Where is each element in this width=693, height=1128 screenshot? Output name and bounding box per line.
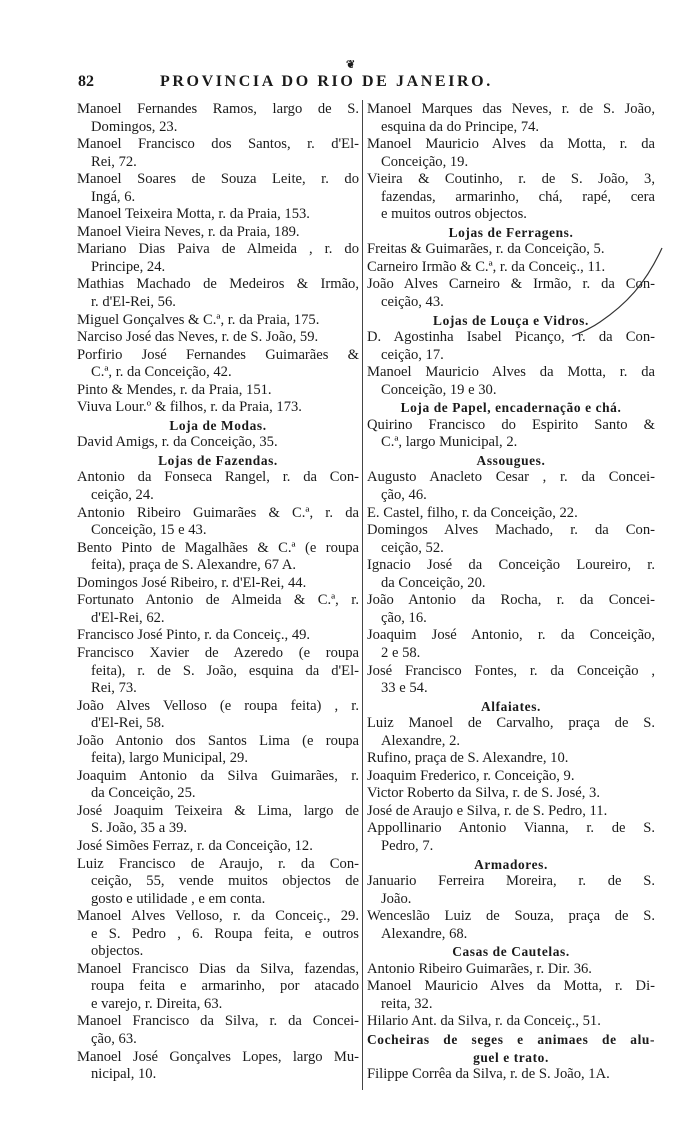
- entry-line: Vieira & Coutinho, r. de S. João, 3,: [367, 171, 655, 188]
- entry-line: ção, 63.: [91, 1030, 137, 1047]
- left-column: [77, 101, 359, 1084]
- directory-entry: [77, 627, 359, 645]
- entry-line: Hilario Ant. da Silva, r. da Conceiç., 51.: [367, 1013, 601, 1030]
- entry-line: Domingos Alves Machado, r. da Con-: [367, 522, 655, 539]
- entry-line: João Alves Carneiro & Irmão, r. da Con-: [367, 276, 655, 293]
- entry-line: Conceição, 19.: [381, 153, 469, 170]
- entry-line: Bento Pinto de Magalhães & C.ª (e roupa: [77, 539, 359, 556]
- entry-line: esquina da do Principe, 74.: [381, 118, 540, 135]
- entry-line: João.: [381, 890, 412, 907]
- entry-line: Victor Roberto da Silva, r. de S. José, 3.: [367, 785, 601, 802]
- column-divider: [362, 100, 363, 1090]
- directory-entry: [77, 698, 359, 733]
- entry-line: Manoel Francisco Dias da Silva, fazendas,: [77, 960, 359, 977]
- directory-entry: [77, 312, 359, 330]
- section-heading: [367, 1031, 655, 1066]
- entry-line: r. d'El-Rei, 56.: [91, 294, 176, 311]
- entry-line: C.ª, largo Municipal, 2.: [381, 434, 518, 451]
- entry-line: ceição, 52.: [381, 539, 444, 556]
- directory-entry: [77, 838, 359, 856]
- entry-line: ção, 16.: [381, 609, 427, 626]
- entry-line: Appollinario Antonio Vianna, r. de S.: [367, 820, 655, 837]
- entry-line: d'El-Rei, 62.: [91, 609, 165, 626]
- entry-line: feita), praça de S. Alexandre, 67 A.: [91, 557, 297, 574]
- directory-entry: [367, 522, 655, 557]
- directory-entry: [77, 592, 359, 627]
- entry-line: José Simões Ferraz, r. da Conceição, 12.: [77, 837, 313, 854]
- directory-entry: [77, 434, 359, 452]
- running-title: PROVINCIA DO RIO DE JANEIRO.: [160, 73, 493, 90]
- entry-line: Ingá, 6.: [91, 188, 136, 205]
- directory-entry: [77, 382, 359, 400]
- entry-line: David Amigs, r. da Conceição, 35.: [77, 434, 278, 451]
- section-heading: [367, 399, 655, 417]
- directory-entry: [77, 768, 359, 803]
- section-heading: [367, 452, 655, 470]
- entry-line: João Alves Velloso (e roupa feita) , r.: [77, 697, 359, 714]
- heading-line: Cocheiras de seges e animaes de alu-: [367, 1031, 655, 1047]
- heading-line: Lojas de Fazendas.: [158, 452, 278, 468]
- entry-line: feita), r. de S. João, esquina da d'El-: [91, 662, 359, 679]
- entry-line: Narciso José das Neves, r. de S. João, 59.: [77, 329, 319, 346]
- entry-line: C.ª, r. da Conceição, 42.: [91, 364, 232, 381]
- entry-line: Antonio Ribeiro Guimarães, r. Dir. 36.: [367, 960, 592, 977]
- directory-entry: [77, 347, 359, 382]
- directory-entry: [77, 733, 359, 768]
- entry-line: da Conceição, 20.: [381, 574, 486, 591]
- directory-entry: [77, 961, 359, 1014]
- entry-line: Ignacio José da Conceição Loureiro, r.: [367, 557, 655, 574]
- directory-entry: [367, 1066, 655, 1084]
- entry-line: ceição, 24.: [91, 487, 154, 504]
- entry-line: ceição, 55, vende muitos objectos de: [91, 873, 359, 890]
- entry-line: Rei, 72.: [91, 153, 137, 170]
- entry-line: roupa feita e armarinho, por atacado: [91, 978, 359, 995]
- directory-entry: [367, 276, 655, 311]
- entry-line: José de Araujo e Silva, r. de S. Pedro, 11.: [367, 802, 608, 819]
- entry-line: reita, 32.: [381, 995, 433, 1012]
- directory-entry: [77, 276, 359, 311]
- directory-entry: [77, 206, 359, 224]
- section-heading: [367, 698, 655, 716]
- entry-line: Rei, 73.: [91, 680, 137, 697]
- entry-line: Manoel Vieira Neves, r. da Praia, 189.: [77, 223, 300, 240]
- entry-line: Conceição, 15 e 43.: [91, 522, 207, 539]
- entry-line: Rufino, praça de S. Alexandre, 10.: [367, 750, 569, 767]
- entry-line: Antonio da Fonseca Rangel, r. da Con-: [77, 469, 359, 486]
- entry-line: Manoel Alves Velloso, r. da Conceiç., 29.: [77, 908, 359, 925]
- directory-entry: [77, 1013, 359, 1048]
- entry-line: Francisco Xavier de Azeredo (e roupa: [77, 644, 359, 661]
- directory-entry: [77, 469, 359, 504]
- entry-line: ceição, 17.: [381, 346, 444, 363]
- directory-entry: [367, 750, 655, 768]
- entry-line: Viuva Lour.º & filhos, r. da Praia, 173.: [77, 399, 302, 416]
- entry-line: Wenceslão Luiz de Souza, praça de S.: [367, 908, 655, 925]
- directory-entry: [367, 557, 655, 592]
- entry-line: E. Castel, filho, r. da Conceição, 22.: [367, 504, 578, 521]
- entry-line: João Antonio dos Santos Lima (e roupa: [77, 732, 359, 749]
- entry-line: S. João, 35 a 39.: [91, 820, 188, 837]
- heading-line: Loja de Papel, encadernação e chá.: [400, 400, 622, 416]
- entry-line: Conceição, 19 e 30.: [381, 381, 497, 398]
- entry-line: Manoel Francisco dos Santos, r. d'El-: [77, 136, 359, 153]
- directory-entry: [77, 575, 359, 593]
- directory-entry: [367, 768, 655, 786]
- entry-line: Domingos, 23.: [91, 118, 178, 135]
- directory-entry: [367, 417, 655, 452]
- heading-line: Assougues.: [476, 452, 546, 468]
- directory-entry: [77, 329, 359, 347]
- entry-line: Januario Ferreira Moreira, r. de S.: [367, 873, 655, 890]
- entry-line: Alexandre, 68.: [381, 925, 468, 942]
- directory-entry: [367, 715, 655, 750]
- directory-entry: [367, 785, 655, 803]
- entry-line: e S. Pedro , 6. Roupa feita, e outros: [91, 925, 359, 942]
- entry-line: Manoel Soares de Souza Leite, r. do: [77, 171, 359, 188]
- entry-line: D. Agostinha Isabel Picanço, r. da Con-: [367, 329, 655, 346]
- directory-entry: [77, 136, 359, 171]
- entry-line: 2 e 58.: [381, 644, 421, 661]
- entry-line: Joaquim Antonio da Silva Guimarães, r.: [77, 767, 359, 784]
- entry-line: Antonio Ribeiro Guimarães & C.ª, r. da: [77, 504, 359, 521]
- entry-line: Luiz Francisco de Araujo, r. da Con-: [77, 855, 359, 872]
- directory-entry: [77, 1049, 359, 1084]
- entry-line: Porfirio José Fernandes Guimarães &: [77, 346, 359, 363]
- entry-line: fazendas, armarinho, chá, rapé, cera: [381, 188, 655, 205]
- directory-entry: [367, 101, 655, 136]
- directory-entry: [367, 627, 655, 662]
- section-heading: [77, 452, 359, 470]
- directory-entry: [77, 803, 359, 838]
- directory-entry: [367, 241, 655, 259]
- entry-line: da Conceição, 25.: [91, 785, 196, 802]
- entry-line: feita), largo Municipal, 29.: [91, 750, 248, 767]
- entry-line: Manoel Mauricio Alves da Motta, r. da: [367, 136, 655, 153]
- entry-line: Joaquim José Antonio, r. da Conceição,: [367, 627, 655, 644]
- section-heading: [367, 312, 655, 330]
- heading-line: Alfaiates.: [481, 698, 541, 714]
- entry-line: Quirino Francisco do Espirito Santo &: [367, 416, 655, 433]
- heading-line: Casas de Cautelas.: [452, 944, 570, 960]
- page-number: 82: [78, 73, 94, 90]
- entry-line: Pinto & Mendes, r. da Praia, 151.: [77, 381, 272, 398]
- entry-line: Alexandre, 2.: [381, 732, 461, 749]
- entry-line: Luiz Manoel de Carvalho, praça de S.: [367, 715, 655, 732]
- entry-line: Augusto Anacleto Cesar , r. da Concei-: [367, 469, 655, 486]
- entry-line: Mathias Machado de Medeiros & Irmão,: [77, 276, 359, 293]
- entry-line: Manoel José Gonçalves Lopes, largo Mu-: [77, 1048, 359, 1065]
- entry-line: Mariano Dias Paiva de Almeida , r. do: [77, 241, 359, 258]
- directory-entry: [77, 540, 359, 575]
- entry-line: José Francisco Fontes, r. da Conceição ,: [367, 662, 655, 679]
- directory-entry: [367, 259, 655, 277]
- directory-entry: [367, 961, 655, 979]
- entry-line: Freitas & Guimarães, r. da Conceição, 5.: [367, 241, 605, 258]
- entry-line: Filippe Corrêa da Silva, r. de S. João, 1A.: [367, 1066, 610, 1083]
- entry-line: ceição, 43.: [381, 294, 444, 311]
- entry-line: Principe, 24.: [91, 258, 166, 275]
- heading-line: Loja de Modas.: [169, 417, 267, 433]
- directory-entry: [77, 241, 359, 276]
- entry-line: Manoel Francisco da Silva, r. da Concei-: [77, 1013, 359, 1030]
- directory-entry: [367, 592, 655, 627]
- directory-entry: [367, 136, 655, 171]
- heading-line: Armadores.: [474, 856, 548, 872]
- section-heading: [77, 417, 359, 435]
- entry-line: nicipal, 10.: [91, 1066, 157, 1083]
- directory-entry: [77, 224, 359, 242]
- entry-line: Carneiro Irmão & C.ª, r. da Conceiç., 11.: [367, 258, 606, 275]
- entry-line: Domingos José Ribeiro, r. d'El-Rei, 44.: [77, 574, 307, 591]
- directory-entry: [367, 1013, 655, 1031]
- entry-line: Manoel Marques das Neves, r. de S. João,: [367, 101, 655, 117]
- directory-entry: [77, 505, 359, 540]
- directory-entry: [77, 908, 359, 961]
- entry-line: e muitos outros objectos.: [381, 206, 527, 223]
- entry-line: d'El-Rei, 58.: [91, 715, 165, 732]
- directory-entry: [77, 101, 359, 136]
- entry-line: Miguel Gonçalves & C.ª, r. da Praia, 175.: [77, 311, 320, 328]
- directory-entry: [77, 645, 359, 698]
- entry-line: Pedro, 7.: [381, 837, 434, 854]
- directory-entry: [77, 856, 359, 909]
- directory-entry: [367, 908, 655, 943]
- directory-entry: [367, 329, 655, 364]
- entry-line: ção, 46.: [381, 487, 427, 504]
- heading-line: Lojas de Louça e Vidros.: [433, 312, 589, 328]
- entry-line: João Antonio da Rocha, r. da Concei-: [367, 592, 655, 609]
- entry-line: e varejo, r. Direita, 63.: [91, 995, 223, 1012]
- heading-line: guel e trato.: [473, 1049, 549, 1065]
- entry-line: Manoel Fernandes Ramos, largo de S.: [77, 101, 359, 117]
- directory-entry: [77, 171, 359, 206]
- heading-line: Lojas de Ferragens.: [448, 224, 574, 240]
- directory-entry: [367, 469, 655, 504]
- right-column: [367, 101, 655, 1084]
- directory-entry: [367, 171, 655, 224]
- entry-line: Francisco José Pinto, r. da Conceiç., 49.: [77, 627, 311, 644]
- directory-entry: [367, 820, 655, 855]
- section-heading: [367, 224, 655, 242]
- section-heading: [367, 856, 655, 874]
- entry-line: Manoel Mauricio Alves da Motta, r. Di-: [367, 978, 655, 995]
- directory-entry: [77, 399, 359, 417]
- directory-entry: [367, 978, 655, 1013]
- entry-line: objectos.: [91, 943, 144, 960]
- directory-entry: [367, 803, 655, 821]
- entry-line: Manoel Mauricio Alves da Motta, r. da: [367, 364, 655, 381]
- section-heading: [367, 943, 655, 961]
- directory-entry: [367, 663, 655, 698]
- directory-entry: [367, 364, 655, 399]
- entry-line: Manoel Teixeira Motta, r. da Praia, 153.: [77, 206, 310, 223]
- entry-line: Joaquim Frederico, r. Conceição, 9.: [367, 767, 575, 784]
- directory-entry: [367, 505, 655, 523]
- entry-line: José Joaquim Teixeira & Lima, largo de: [77, 802, 359, 819]
- entry-line: Fortunato Antonio de Almeida & C.ª, r.: [77, 592, 359, 609]
- ink-blot: ❦: [346, 59, 356, 71]
- directory-entry: [367, 873, 655, 908]
- entry-line: 33 e 54.: [381, 680, 428, 697]
- entry-line: gosto e utilidade , e em conta.: [91, 890, 266, 907]
